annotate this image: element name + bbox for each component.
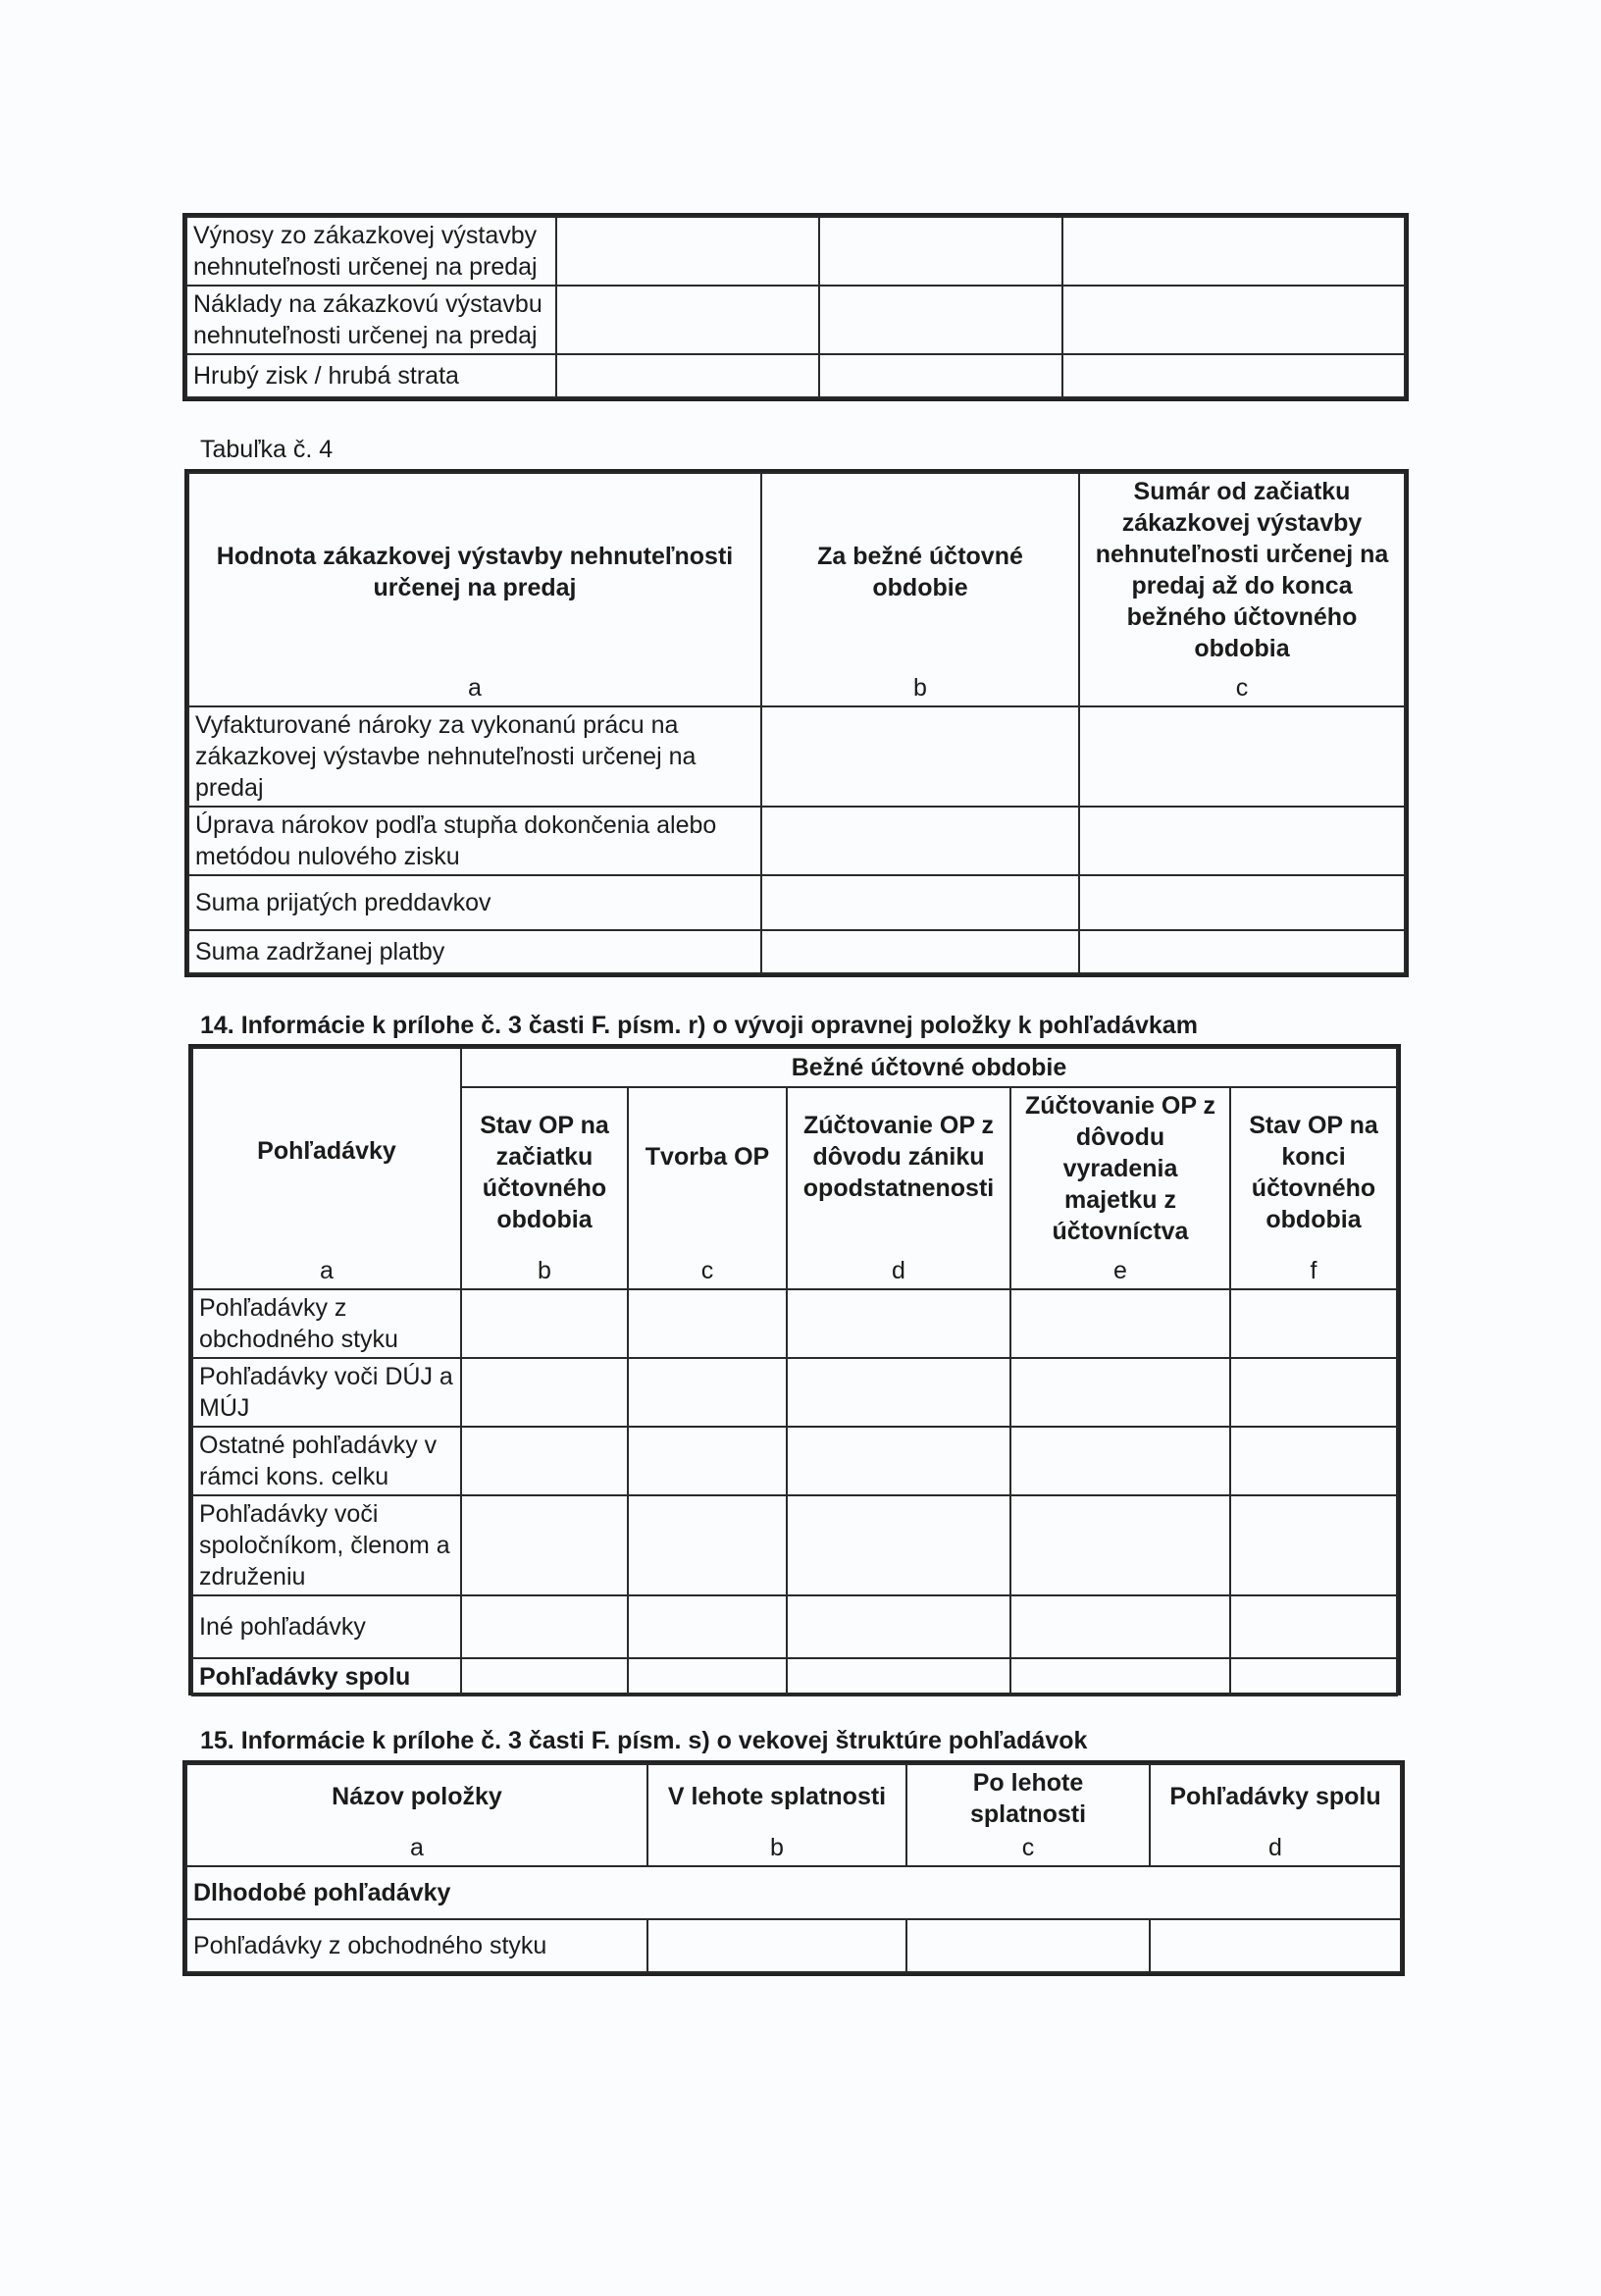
header-cell-a [186,1764,647,1866]
table-15 [182,1760,1405,1976]
cell[interactable] [787,1495,1010,1595]
table-row [192,1595,1397,1658]
column-letter: d [1268,1834,1282,1861]
cell[interactable] [1230,1595,1397,1658]
cell[interactable] [1010,1595,1230,1658]
cell[interactable] [556,354,819,397]
row-label: Pohľadávky voči DÚJ a MÚJ [192,1358,461,1427]
column-letter: c [1235,674,1249,702]
cell[interactable] [1010,1358,1230,1427]
column-letter: f [1310,1257,1317,1284]
cell[interactable] [461,1358,628,1427]
cell[interactable] [1062,354,1405,397]
cell[interactable] [628,1595,787,1658]
cell[interactable] [1230,1289,1397,1358]
cell[interactable] [628,1658,787,1696]
cell[interactable] [628,1358,787,1427]
row-label: Hrubý zisk / hrubá strata [186,354,556,397]
header-text: Sumár od začiatku zákazkovej výstavby nehnuteľnosti určenej na predaj až do konca bežného účtovného obdobia [1095,478,1389,662]
table-row [192,1495,1397,1595]
row-label: Pohľadávky z obchodného styku [192,1289,461,1358]
cell[interactable] [461,1595,628,1658]
cell[interactable] [1079,930,1405,973]
cell[interactable] [1079,807,1405,875]
header-text: Názov položky [332,1783,502,1810]
row-label: Ostatné pohľadávky v rámci kons. celku [192,1427,461,1495]
header-text: V lehote splatnosti [667,1783,887,1810]
table-4 [184,469,1409,977]
table-14 [188,1044,1401,1696]
column-letter: a [468,674,482,702]
cell[interactable] [787,1358,1010,1427]
column-letter: a [320,1257,334,1284]
cell[interactable] [906,1919,1150,1972]
cell[interactable] [628,1289,787,1358]
table-row [186,1919,1401,1972]
header-text: Stav OP na konci účtovného obdobia [1249,1112,1378,1233]
period-header: Bežné účtovné obdobie [461,1048,1397,1087]
row-label: Pohľadávky voči spoločníkom, členom a združeniu [192,1495,461,1595]
header-text: Zúčtovanie OP z dôvodu zániku opodstatnenosti [802,1112,995,1202]
cell[interactable] [1230,1495,1397,1595]
cell[interactable] [1079,706,1405,807]
row-label: Vyfakturované nároky za vykonanú prácu na zákazkovej výstavbe nehnuteľnosti určenej na predaj [188,706,761,807]
section-14-heading: 14. Informácie k prílohe č. 3 časti F. písm. r) o vývoji opravnej položky k pohľadávkam [200,1012,1198,1039]
cell[interactable] [1062,286,1405,354]
cell[interactable] [787,1289,1010,1358]
header-text: Po lehote splatnosti [969,1769,1087,1828]
group-row-label: Dlhodobé pohľadávky [186,1866,1401,1919]
header-text: Pohľadávky [257,1137,396,1165]
cell[interactable] [787,1427,1010,1495]
cell[interactable] [1079,875,1405,930]
header-cell-e [1010,1087,1230,1289]
header-cell-d [1150,1764,1401,1866]
header-text: Tvorba OP [645,1143,770,1171]
cell[interactable] [1230,1358,1397,1427]
column-letter: c [700,1257,714,1284]
cell[interactable] [556,217,819,286]
cell[interactable] [647,1919,906,1972]
header-cell-a [192,1048,461,1289]
table-4-caption: Tabuľka č. 4 [200,436,334,463]
cell[interactable] [1230,1658,1397,1696]
row-label: Náklady na zákazkovú výstavbu nehnuteľnosti určenej na predaj [186,286,556,354]
cell[interactable] [628,1427,787,1495]
cell[interactable] [787,1658,1010,1696]
header-text: Zúčtovanie OP z dôvodu vyradenia majetku z účtovníctva [1024,1092,1216,1245]
cell[interactable] [761,875,1079,930]
header-cell-c [628,1087,787,1289]
column-letter: d [892,1257,905,1284]
header-cell-f [1230,1087,1397,1289]
table-3 [182,213,1409,401]
section-15-heading: 15. Informácie k prílohe č. 3 časti F. písm. s) o vekovej štruktúre pohľadávok [200,1727,1088,1754]
cell[interactable] [761,807,1079,875]
header-cell-b [647,1764,906,1866]
header-text: Pohľadávky spolu [1169,1783,1381,1810]
cell[interactable] [819,286,1062,354]
table-row [192,1289,1397,1358]
cell[interactable] [461,1427,628,1495]
cell[interactable] [461,1289,628,1358]
row-label: Úprava nárokov podľa stupňa dokončenia alebo metódou nulového zisku [188,807,761,875]
column-letter: e [1113,1257,1127,1284]
header-cell-b [461,1087,628,1289]
header-cell-d [787,1087,1010,1289]
header-text: Hodnota zákazkovej výstavby nehnuteľnosti určenej na predaj [216,543,734,601]
header-cell-b [761,473,1079,706]
cell[interactable] [461,1658,628,1696]
row-label: Suma prijatých preddavkov [188,875,761,930]
cell[interactable] [556,286,819,354]
cell[interactable] [1150,1919,1401,1972]
cell[interactable] [787,1595,1010,1658]
cell[interactable] [1010,1289,1230,1358]
cell[interactable] [819,354,1062,397]
header-text: Stav OP na začiatku účtovného obdobia [480,1112,609,1233]
cell[interactable] [761,930,1079,973]
column-letter: a [410,1834,424,1861]
total-row [192,1658,1397,1696]
cell[interactable] [1010,1495,1230,1595]
cell[interactable] [628,1495,787,1595]
column-letter: b [538,1257,551,1284]
header-cell-c [1079,473,1405,706]
cell[interactable] [761,706,1079,807]
row-label: Suma zadržanej platby [188,930,761,973]
column-letter: b [770,1834,784,1861]
cell[interactable] [461,1495,628,1595]
cell[interactable] [1010,1658,1230,1696]
cell[interactable] [1062,217,1405,286]
column-letter: c [1021,1834,1035,1861]
header-cell-a [188,473,761,706]
cell[interactable] [819,217,1062,286]
table-row [192,1358,1397,1427]
row-label: Iné pohľadávky [192,1595,461,1658]
row-label-total: Pohľadávky spolu [192,1658,461,1696]
cell[interactable] [1010,1427,1230,1495]
header-cell-c [906,1764,1150,1866]
cell[interactable] [1230,1427,1397,1495]
row-label: Pohľadávky z obchodného styku [186,1919,647,1972]
table-row [192,1427,1397,1495]
header-text: Za bežné účtovné obdobie [817,543,1023,601]
column-letter: b [913,674,927,702]
row-label: Výnosy zo zákazkovej výstavby nehnuteľnosti určenej na predaj [186,217,556,286]
